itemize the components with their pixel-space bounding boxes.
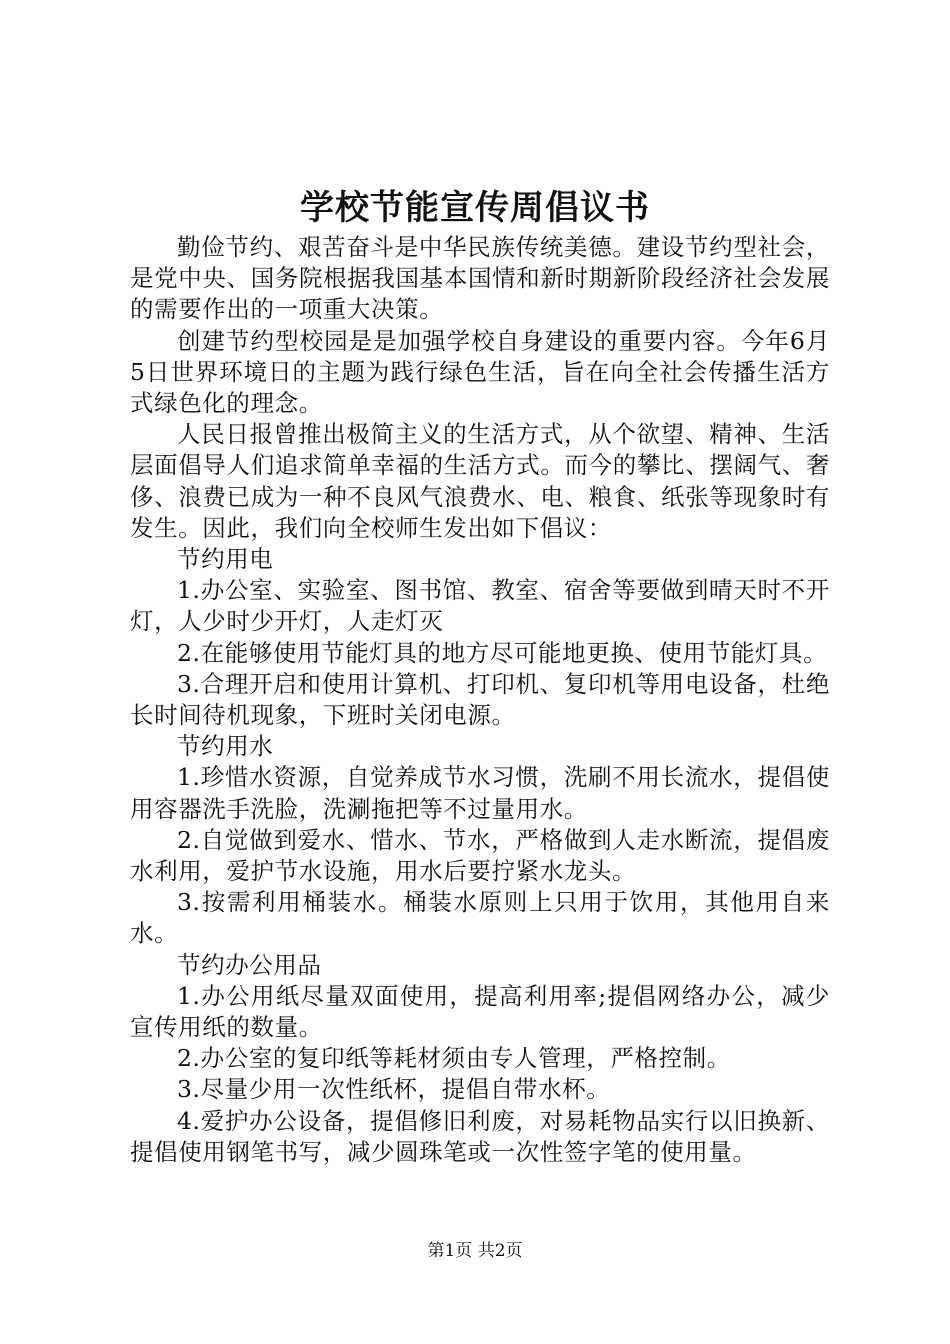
- list-item-water-2: 2.自觉做到爱水、惜水、节水，严格做到人走水断流，提倡废水利用，爱护节水设施，用水后要拧紧水龙头。: [130, 825, 830, 886]
- paragraph-campus: 创建节约型校园是是加强学校自身建设的重要内容。今年6月5日世界环境日的主题为践行绿色生活，旨在向全社会传播生活方式绿色化的理念。: [130, 326, 830, 418]
- page-number: 第1页 共2页: [427, 1241, 523, 1261]
- section-heading-office-supplies: 节约办公用品: [177, 950, 322, 979]
- list-item-electricity-2: 2.在能够使用节能灯具的地方尽可能地更换、使用节能灯具。: [177, 638, 828, 667]
- list-item-electricity-1: 1.办公室、实验室、图书馆、教室、宿舍等要做到晴天时不开灯，人少时少开灯，人走灯灭: [130, 576, 830, 636]
- paragraph-intro: 勤俭节约、艰苦奋斗是中华民族传统美德。建设节约型社会，是党中央、国务院根据我国基本国情和新时期新阶段经济社会发展的需要作出的一项重大决策。: [130, 233, 830, 324]
- list-item-water-3: 3.按需利用桶装水。桶装水原则上只用于饮用，其他用自来水。: [130, 888, 830, 948]
- section-heading-electricity: 节约用电: [177, 545, 274, 574]
- list-item-office-2: 2.办公室的复印纸等耗材须由专人管理，严格控制。: [177, 1044, 731, 1073]
- list-item-office-4: 4.爱护办公设备，提倡修旧利废，对易耗物品实行以旧换新、提倡使用钢笔书写，减少圆珠笔或一次性签字笔的使用量。: [130, 1106, 830, 1166]
- list-item-electricity-3: 3.合理开启和使用计算机、打印机、复印机等用电设备，杜绝长时间待机现象，下班时关闭电源。: [130, 669, 830, 730]
- section-heading-water: 节约用水: [177, 732, 274, 761]
- document-title: 学校节能宣传周倡议书: [300, 188, 650, 228]
- list-item-office-3: 3.尽量少用一次性纸杯，提倡自带水杯。: [177, 1075, 611, 1104]
- list-item-office-1: 1.办公用纸尽量双面使用，提高利用率;提倡网络办公，减少宣传用纸的数量。: [130, 981, 830, 1042]
- paragraph-lifestyle: 人民日报曾推出极简主义的生活方式，从个欲望、精神、生活层面倡导人们追求简单幸福的生活方式。而今的攀比、摆阔气、奢侈、浪费已成为一种不良风气浪费水、电、粮食、纸张等现象时有发生。因此，我们向全校师生发出如下倡议：: [130, 420, 830, 542]
- document-body: [130, 232, 830, 1168]
- list-item-water-1: 1.珍惜水资源，自觉养成节水习惯，洗刷不用长流水，提倡使用容器洗手洗脸，洗涮拖把等不过量用水。: [130, 763, 830, 823]
